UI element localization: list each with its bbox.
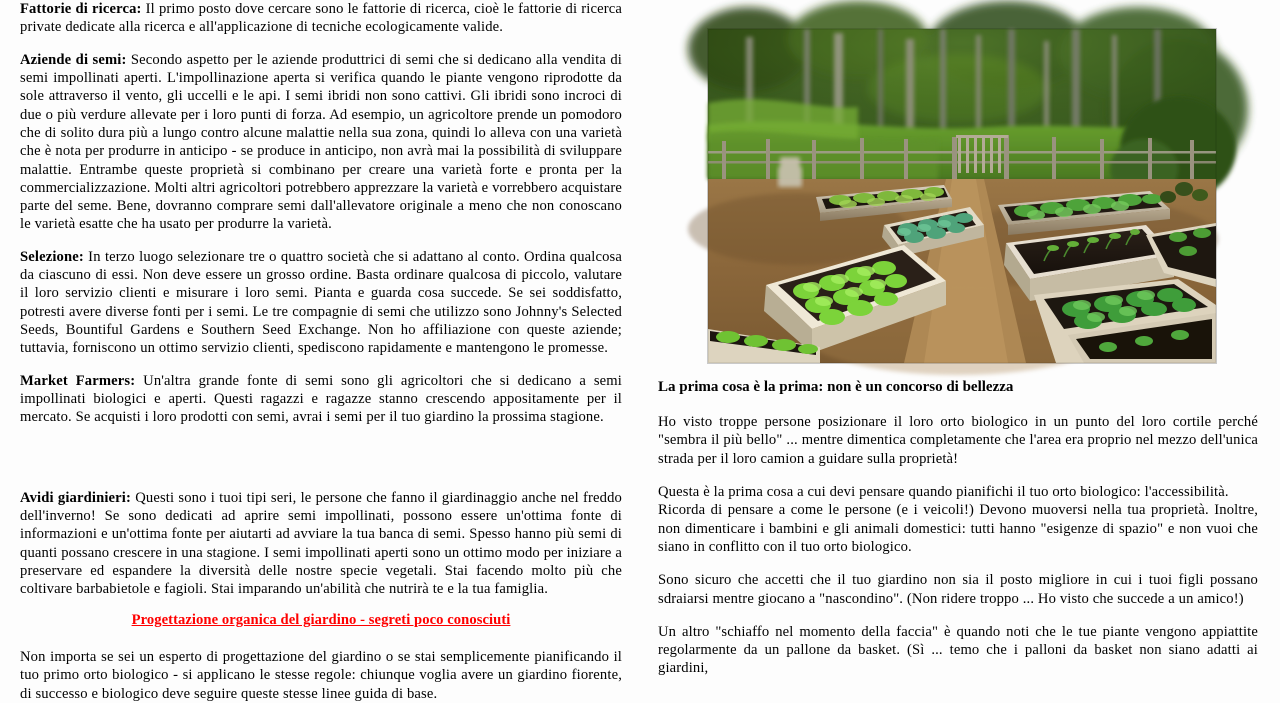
paragraph-market-farmers xyxy=(20,372,622,427)
right-text-column xyxy=(658,0,1258,677)
paragraph-aziende-di-semi xyxy=(20,51,622,234)
paragraph-pallone-da-basket: Un altro "schiaffo nel momento della faccia" è quando noti che le tue piante vengono appiattite regolarmente da un pallone da basket. (Sì ... temo che i palloni da basket non siano adatti ai giardini, xyxy=(658,623,1258,677)
paragraph-lead-label: Fattorie di ricerca: xyxy=(20,1,142,17)
paragraph-text: In terzo luogo selezionare tre o quattro società che si adattano al conto. Ordina qualcosa da ciascuno di essi. Non deve essere un grosso ordine. Basta ordinare qualcosa di piccolo, valutare il loro servizio clienti e misurare i loro semi. Pianta e guarda cosa succede. Se sei soddisfatto, potresti avere diverse fonti per i semi. Le tre compagnie di semi che utilizzo sono Johnny's Selected Seeds, Bountiful Gardens e Southern Seed Exchange. Non ho affiliazione con queste aziende; tuttavia, forniscono un ottimo servizio clienti, spediscono rapidamente e mantengono le promesse. xyxy=(20,248,622,357)
section-heading-la-prima-cosa: La prima cosa è la prima: non è un concorso di bellezza xyxy=(658,379,1014,395)
paragraph-closing-left: Non importa se sei un esperto di progettazione del giardino o se stai semplicemente pianificando il tuo primo orto biologico - si applicano le stesse regole: chiunque voglia avere un giardino fiorente, di successo e biologico deve seguire queste stesse linee guida di base. xyxy=(20,648,622,702)
paragraph-lead-label: Avidi giardinieri: xyxy=(20,489,132,506)
paragraph-nascondino: Sono sicuro che accetti che il tuo giardino non sia il posto migliore in cui i tuoi figli possano sdraiarsi mentre giocano a "nascondino". (Non ridere troppo ... Ho visto che succede a un amico!) xyxy=(658,572,1258,607)
paragraph-text: Secondo aspetto per le aziende produttrici di semi che si dedicano alla vendita di semi impollinati aperti. L'impollinazione aperta si verifica quando le piante vengono riprodotte da sole attraverso il vento, gli uccelli e le api. I semi ibridi non sono cattivi. Gli ibridi sono incroci di due o più verdure allevate per i loro punti di forza. Ad esempio, un agricoltore prende un pomodoro che di solito dura più a lungo contro alcune malattie nella sua zona, quindi lo alleva con una varietà che è nota per produrre in anticipo - se produce in anticipo, non avrà mai la possibilità di sviluppare malattie. Entrambe queste proprietà si combinano per creare una varietà forte e pronta per la commercializzazione. Molti altri agricoltori potrebbero apprezzare la varietà e vorrebbero acquistare parte del seme. Bene, dovranno comprare semi dall'allevatore originale a meno che non conoscano le varietà esatte che ha usato per produrre la varietà. xyxy=(20,51,622,233)
paragraph-lead-label: Market Farmers: xyxy=(20,372,136,389)
paragraph-line-2: Ricorda di pensare a come le persone (e i veicoli!) Devono muoversi nella tua proprietà. Inoltre, non dimenticare i bambini e gli animali domestici: tutti hanno "esigenze di spazio" e non vuoi che siano in conflitto con il tuo orto biologico. xyxy=(658,502,1258,555)
paragraph-accessibilita xyxy=(658,483,1258,556)
page-break-spacer xyxy=(20,441,622,489)
paragraph-ho-visto: Ho visto troppe persone posizionare il loro orto biologico in un punto del loro cortile perché "sembra il più bello" ... mentre dimentica completamente che l'area era proprio nel mezzo dell'unica strada per il loro camion a guidare sulla proprietà! xyxy=(658,414,1258,467)
right-text-area xyxy=(658,378,1258,693)
paragraph-text: Un'altra grande fonte di semi sono gli agricoltori che si dedicano a semi impollinati biologici e aperti. Questi ragazzi e ragazze stanno crescendo appositamente per il mercato. Se acquisti i loro prodotti con semi, avrai i semi per il tuo giardino la prossima stagione. xyxy=(20,372,622,426)
left-text-column xyxy=(20,0,623,702)
paragraph-selezione xyxy=(20,248,622,358)
paragraph-fattorie-di-ricerca xyxy=(20,0,622,37)
paragraph-avidi-giardinieri xyxy=(20,489,622,599)
paragraph-text: Il primo posto dove cercare sono le fattorie di ricerca, cioè le fattorie di ricerca private dedicate alla ricerca e all'applicazione di tecniche ecologicamente valide. xyxy=(20,1,622,36)
paragraph-lead-label: Selezione: xyxy=(20,248,84,265)
section-heading-progettazione-organica: Progettazione organica del giardino - segreti poco conosciuti xyxy=(131,612,511,629)
paragraph-lead-label: Aziende di semi: xyxy=(20,51,127,68)
paragraph-text: Questi sono i tuoi tipi seri, le persone che fanno il giardinaggio anche nel freddo dell'inverno! Se sono dedicati ad aprire semi impollinati, possono essere un'ottima fonte di informazioni e un'ottima fonte per aiutarti ad avviare la tua banca di semi. Spesso hanno più semi di quanti possano crescere in una stagione. I semi impollinati aperti sono un ottimo modo per iniziare a preservare ed espandere la diversità delle nostre specie vegetali. Stai facendo molto più che coltivare barbabietole e fagioli. Stai imparando un'abilità che nutrirà te e la tua famiglia. xyxy=(20,489,623,598)
paragraph-line-1: Questa è la prima cosa a cui devi pensare quando pianifichi il tuo orto biologico: l'accessibilità. xyxy=(658,483,1229,500)
